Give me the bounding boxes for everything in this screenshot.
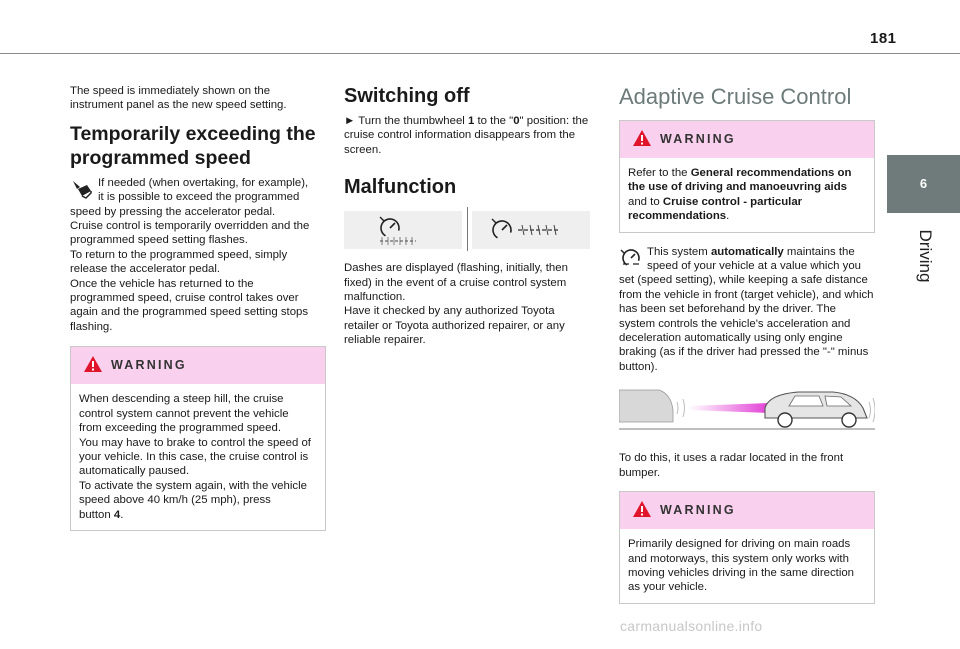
chapter-label bbox=[905, 216, 945, 286]
chapter-label-text: Driving bbox=[916, 229, 935, 283]
system-text bbox=[619, 245, 875, 375]
switch-text: " position: the cruise control information disappears from the screen. bbox=[344, 115, 589, 156]
warning-line: speed above 40 km/h (25 mph), press bbox=[79, 494, 271, 507]
malfunction-line: fixed) in the event of a cruise control system bbox=[344, 276, 567, 289]
warning-text: and to bbox=[628, 195, 663, 208]
switch-text: ► Turn the thumbwheel bbox=[344, 115, 468, 127]
warning-header bbox=[620, 492, 874, 529]
exceeding-text bbox=[70, 176, 326, 334]
display-divider bbox=[467, 207, 468, 251]
warning-box-recommendations bbox=[619, 120, 875, 233]
malfunction-line: reliable repairer. bbox=[344, 334, 426, 347]
warning-triangle-icon bbox=[632, 129, 652, 147]
switching-off-text bbox=[344, 114, 602, 157]
button-number: 4 bbox=[113, 508, 121, 521]
warning-label: WARNING bbox=[111, 358, 187, 373]
switch-text: to the " bbox=[474, 115, 514, 127]
exceeding-line: flashing. bbox=[70, 320, 113, 333]
radar-text: To do this, it uses a radar located in the front bumper. bbox=[619, 452, 844, 479]
warning-triangle-icon bbox=[83, 355, 103, 373]
display-panel-right bbox=[472, 211, 590, 249]
column-2 bbox=[344, 84, 602, 348]
exceeding-line: programmed speed, cruise control takes over bbox=[70, 292, 299, 305]
adaptive-cruise-dashes-icon bbox=[472, 211, 590, 249]
malfunction-line: Have it checked by any authorized Toyota bbox=[344, 305, 555, 318]
warning-label: WARNING bbox=[660, 132, 736, 146]
warning-box-roads bbox=[619, 491, 875, 604]
malfunction-line: malfunction. bbox=[344, 291, 406, 304]
warning-body bbox=[620, 158, 874, 232]
warning-box-descending bbox=[70, 346, 326, 531]
warning-line: and motorways, this system only works with bbox=[628, 552, 849, 565]
exceeding-heading: Temporarily exceeding the programmed speed bbox=[70, 122, 316, 169]
watermark: carmanualsonline.info bbox=[620, 618, 763, 634]
exceeding-line: it is possible to exceed the programmed bbox=[98, 191, 300, 204]
position-value: 0 bbox=[513, 115, 520, 127]
adaptive-cruise-icon bbox=[619, 246, 643, 268]
warning-line: Primarily designed for driving on main roads bbox=[628, 538, 851, 551]
warning-triangle-icon bbox=[632, 500, 652, 518]
exceeding-line: Once the vehicle has returned to the bbox=[70, 277, 254, 290]
warning-line: button bbox=[79, 508, 114, 521]
thumbwheel-number: 1 bbox=[467, 115, 475, 127]
column-3 bbox=[619, 84, 875, 604]
warning-body bbox=[620, 529, 874, 603]
exceeding-line: To return to the programmed speed, simply bbox=[70, 248, 288, 261]
malfunction-line: retailer or Toyota authorized repairer, or any bbox=[344, 319, 565, 332]
intro-text: The speed is immediately shown on the instrument panel as the new speed setting. bbox=[70, 85, 287, 112]
warning-line: from exceeding the programmed speed. bbox=[79, 422, 281, 435]
exceeding-line: If needed (when overtaking, for example), bbox=[98, 176, 309, 189]
warning-line: automatically paused. bbox=[79, 465, 190, 478]
reference-cruise[interactable]: Cruise control - particular recommendations bbox=[628, 195, 803, 223]
warning-label: WARNING bbox=[660, 503, 736, 518]
warning-text: Refer to the bbox=[628, 167, 691, 179]
malfunction-text bbox=[344, 261, 602, 347]
warning-line: You may have to brake to control the speed of bbox=[79, 436, 311, 449]
malfunction-display-illustration bbox=[344, 211, 586, 249]
warning-header bbox=[71, 347, 325, 384]
system-line: This system bbox=[647, 245, 711, 258]
warning-line: control system cannot prevent the vehicle bbox=[79, 407, 289, 420]
exceeding-paragraph bbox=[70, 176, 326, 334]
malfunction-heading: Malfunction bbox=[344, 176, 457, 199]
punctuation: . bbox=[726, 210, 730, 223]
accelerator-pedal-icon bbox=[70, 177, 94, 199]
system-line: maintains the speed of your vehicle at a value which you set (speed setting), while keeping a safe distance from the vehicle in front (target vehicle), and which has been set beforehand by the driver. The system controls the vehicle's acceleration and deceleration automatically using only engine braking (as if the driver had pressed the "-" minus button). bbox=[619, 245, 874, 373]
switching-off-heading: Switching off bbox=[344, 85, 470, 107]
reference-general[interactable]: General recommendations on the use of driving and manoeuvring aids bbox=[628, 167, 852, 194]
warning-line: moving vehicles driving in the same direction bbox=[628, 566, 855, 579]
warning-body bbox=[71, 384, 325, 530]
chapter-tab[interactable]: 6 bbox=[887, 155, 960, 213]
warning-line: as your vehicle. bbox=[628, 581, 708, 594]
automatically-emphasis: automatically bbox=[710, 245, 784, 258]
warning-line: To activate the system again, with the vehicle bbox=[79, 479, 307, 492]
malfunction-line: Dashes are displayed (flashing, initially, then bbox=[344, 262, 568, 275]
column-1 bbox=[70, 84, 326, 531]
exceeding-line: speed by pressing the accelerator pedal. bbox=[70, 205, 276, 218]
section-title: Adaptive Cruise Control bbox=[619, 84, 852, 109]
page-number: 181 bbox=[870, 30, 897, 47]
system-paragraph bbox=[619, 245, 875, 375]
radar-car-diagram bbox=[619, 384, 875, 436]
warning-line: your vehicle. In this case, the cruise control is bbox=[79, 450, 309, 463]
warning-line: When descending a steep hill, the cruise bbox=[79, 393, 284, 406]
exceeding-line: again and the programmed speed setting stops bbox=[70, 306, 309, 319]
warning-header bbox=[620, 121, 874, 158]
display-panel-left bbox=[344, 211, 462, 249]
exceeding-line: programmed speed setting flashes. bbox=[70, 234, 248, 247]
cruise-control-dashes-icon bbox=[344, 211, 462, 249]
top-rule bbox=[0, 53, 960, 54]
exceeding-line: release the accelerator pedal. bbox=[70, 263, 221, 276]
exceeding-line: Cruise control is temporarily overridden and the bbox=[70, 220, 310, 233]
punctuation: . bbox=[120, 508, 124, 521]
